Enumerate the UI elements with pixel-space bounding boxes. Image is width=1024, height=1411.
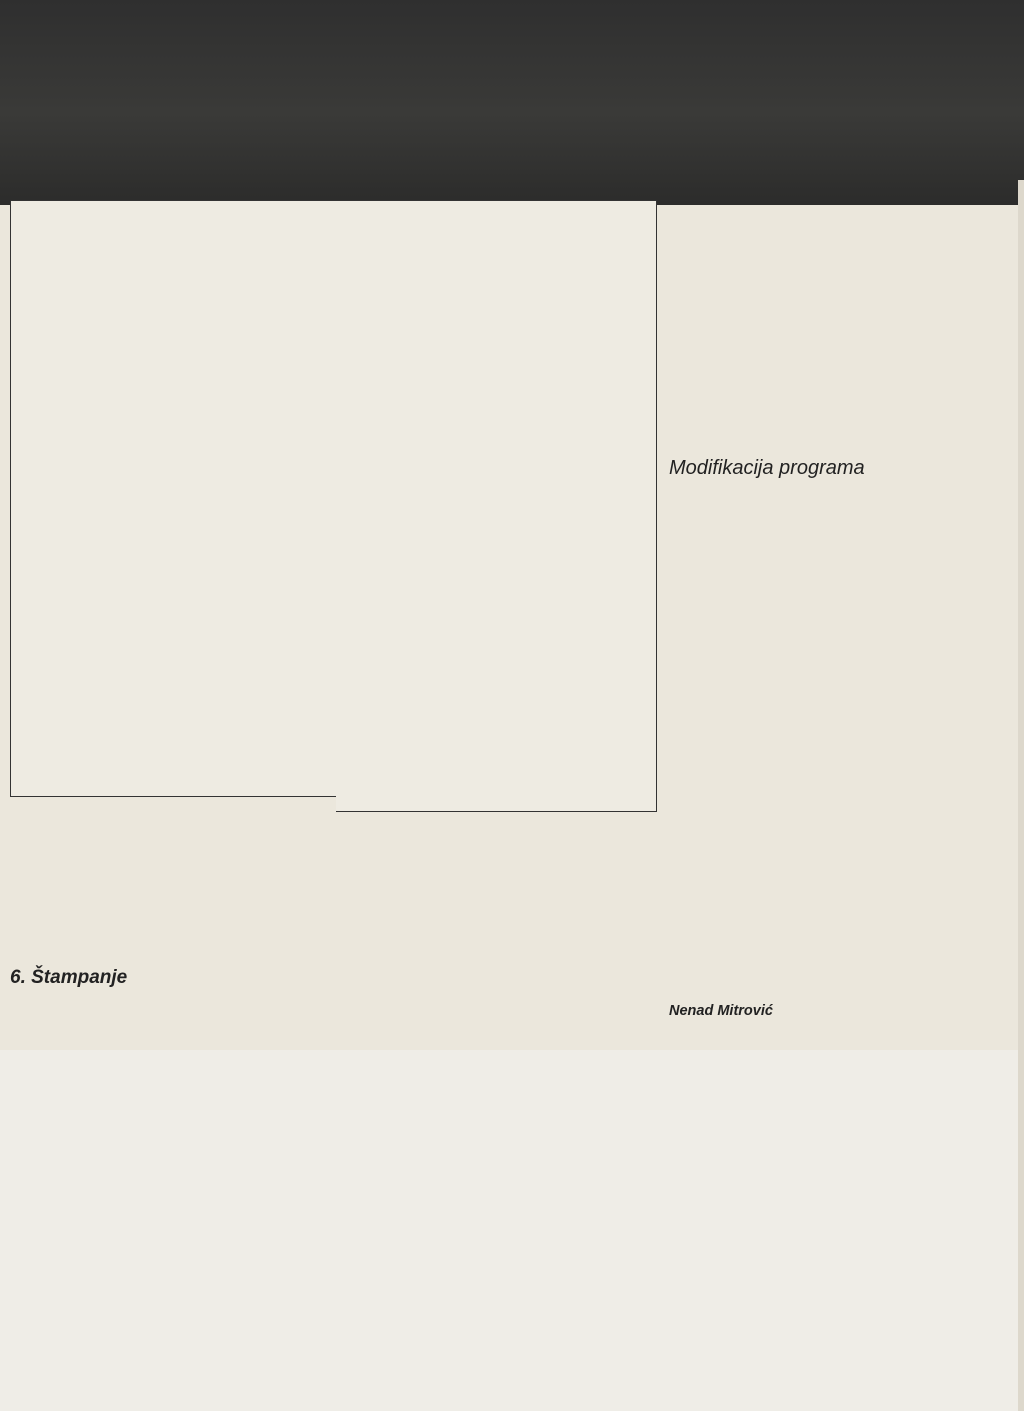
blank-page-area [0,1050,1024,1411]
code-listing-frame-right [336,200,657,812]
author-signature: Nenad Mitrović [669,1003,773,1019]
section-heading-stampanje: 6. Štampanje [10,967,128,988]
section-heading-modifikacija: Modifikacija programa [669,457,865,479]
code-listing-frame-left [10,200,337,797]
scan-edge [1018,180,1024,1411]
intro-banner [0,0,1024,205]
